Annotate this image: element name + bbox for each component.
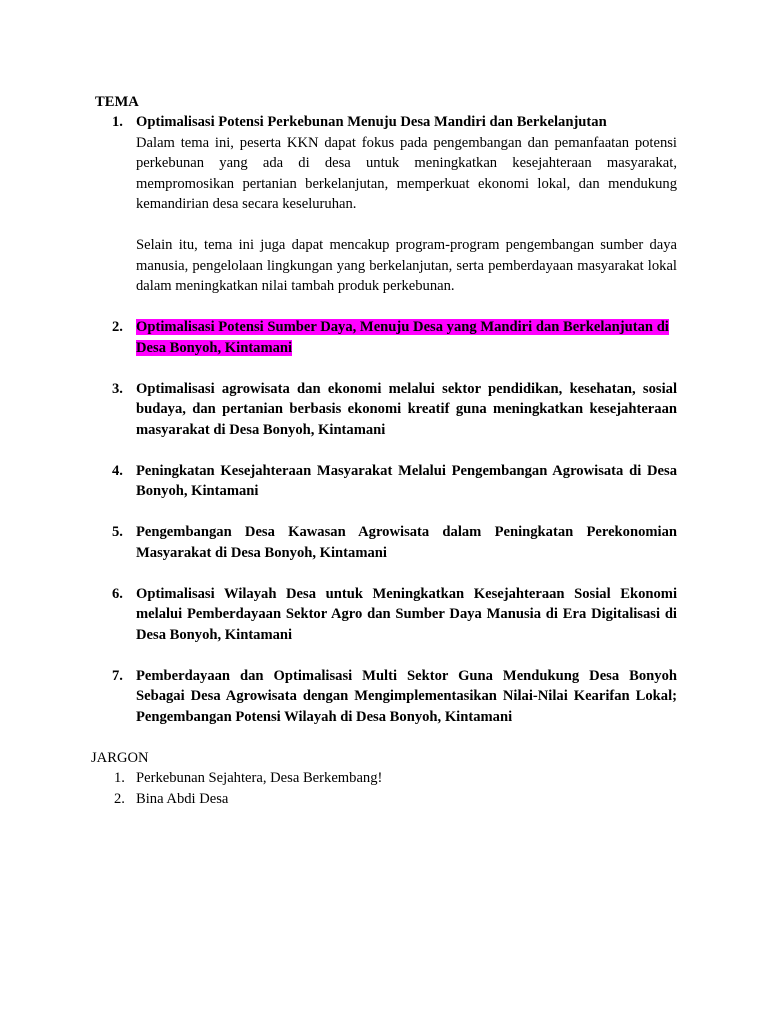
jargon-item-2 [0,789,382,810]
jargon-item-text: Perkebunan Sejahtera, Desa Berkembang! [136,770,383,786]
tema-item-title: Optimalisasi Wilayah Desa untuk Meningkatkan Kesejahteraan Sosial Ekonomi melalui Pemberdayaan Sektor Agro dan Sumber Daya Manusia di Era Digitalisasi di Desa Bonyoh, Kintamani [136,585,677,643]
tema-item-title: Pengembangan Desa Kawasan Agrowisata dalam Peningkatan Perekonomian Masyarakat di Desa Bonyoh, Kintamani [136,524,677,561]
tema-item-number: 5. [112,524,123,540]
tema-item-paragraph: Dalam tema ini, peserta KKN dapat fokus pada pengembangan dan pemanfaatan potensi perkebunan yang ada di desa untuk meningkatkan kesejahteraan masyarakat, mempromosikan pertanian berkelanjutan, memperkuat ekonomi lokal, dan mendukung kemandirian desa secara keseluruhan. [136,134,677,212]
tema-item-title: Optimalisasi Potensi Perkebunan Menuju Desa Mandiri dan Berkelanjutan [136,114,607,130]
tema-item-number: 4. [112,462,123,479]
jargon-list [0,768,382,809]
jargon-item-text: Bina Abdi Desa [136,790,229,807]
jargon-item-number: 2. [114,790,125,807]
tema-list [0,112,768,727]
tema-heading: TEMA [95,94,139,110]
tema-item-4 [0,461,677,502]
jargon-item-1 [0,768,382,789]
tema-item-7 [0,666,677,728]
jargon-item-number: 1. [114,770,125,786]
tema-item-title: Pemberdayaan dan Optimalisasi Multi Sektor Guna Mendukung Desa Bonyoh Sebagai Desa Agrowisata dengan Mengimplementasikan Nilai-Nilai Kearifan Lokal; Pengembangan Potensi Wilayah di Desa Bonyoh, Kintamani [136,667,677,725]
tema-item-number: 3. [112,380,123,397]
tema-item-number: 2. [112,319,123,335]
jargon-heading: JARGON [91,750,149,766]
tema-item-3 [0,379,677,441]
tema-item-paragraph: Selain itu, tema ini juga dapat mencakup program-program pengembangan sumber daya manusia, pengelolaan lingkungan yang berkelanjutan, serta pemberdayaan masyarakat lokal dalam meningkatkan nilai tambah produk perkebunan. [136,237,677,294]
tema-item-number: 6. [112,585,123,602]
tema-item-5 [0,522,677,563]
tema-item-number: 7. [112,667,123,684]
tema-item-title-highlighted: Optimalisasi Potensi Sumber Daya, Menuju Desa yang Mandiri dan Berkelanjutan di Desa Bonyoh, Kintamani [136,319,669,356]
tema-item-title: Peningkatan Kesejahteraan Masyarakat Melalui Pengembangan Agrowisata di Desa Bonyoh, Kintamani [136,462,677,499]
tema-item-2 [0,317,677,358]
tema-item-title: Optimalisasi agrowisata dan ekonomi melalui sektor pendidikan, kesehatan, sosial budaya, dan pertanian berbasis ekonomi kreatif guna meningkatkan kesejahteraan masyarakat di Desa Bonyoh, Kintamani [136,380,677,438]
tema-item-6 [0,584,677,646]
tema-item-number: 1. [112,114,123,130]
tema-item-1 [0,112,677,297]
